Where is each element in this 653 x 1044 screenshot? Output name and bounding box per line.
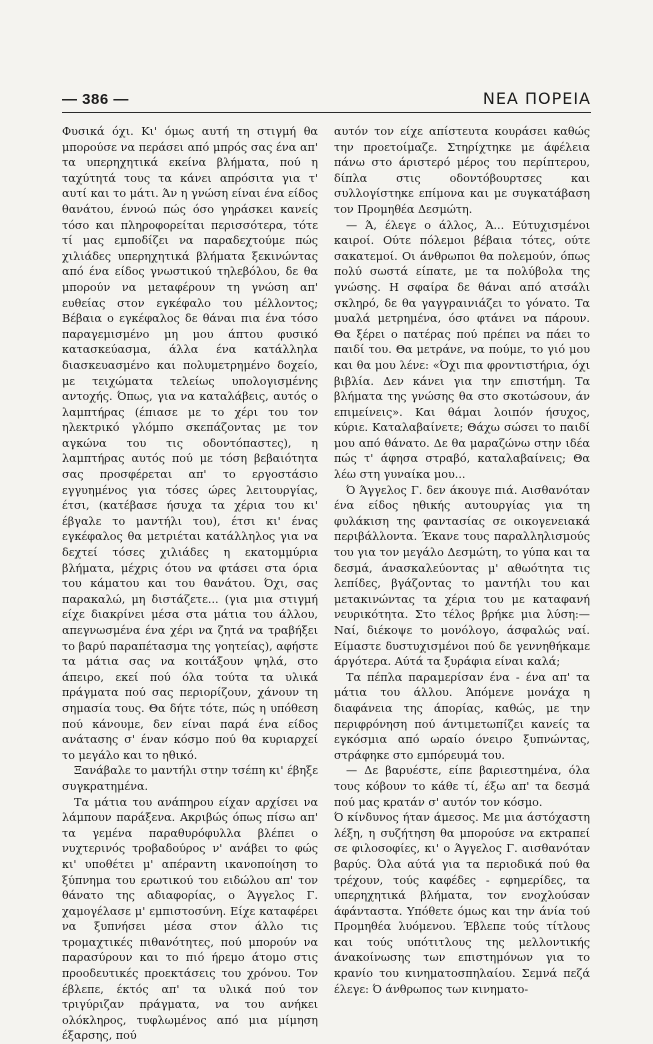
paragraph: Ό κίνδυνος ήταν άμεσος. Με μια άστόχαστη λέξη, η συζήτηση θα μπορούσε να εκτραπεί σε φιλοσοφίες, κι' ο Άγγελος Γ. αισθανόταν βαρύς. Όλα αύτά για τα περιοδικά πού θα τρέχουν, τούς καφέδες - εφημερίδες, τα υπερηχητικά βλήματα, τον ενοχλούσαν άφάνταστα. Υπόθετε όμως και την άνία τού Προμηθέα λυόμενου. Έβλεπε τούς τίτλους και τούς υπότιτλους της μελλοντικής άνακοίνωσης των επιστημόνων για το κρανίο του κινηματοσπηλαίου. Σεμνά πεζά έλεγε: Ό άνθρωπος των κινηματο-: [334, 811, 590, 996]
paragraph: αυτόν τον είχε απίστευτα κουράσει καθώς την προετοίμαζε. Στηρίχτηκε με άφέλεια πάνω στο άριστερό μέρος του περίπτερου, δίπλα στις οδοντόβουρτσες και συλλογίστηκε επίμονα και με συγκατάβαση τον Προμηθέα Δεσμώτη.: [334, 125, 590, 216]
paragraph: Φυσικά όχι. Κι' όμως αυτή τη στιγμή θα μπορούσε να περάσει από μπρός σας ένα απ' τα υπερηχητικά εκείνα βλήματα, πού η ταχύτητά τους τα κάνει απρόσιτα για τ' αυτί και το μάτι. Άν η γνώση είναι ένα είδος θανάτου, έννοώ πώς όσο γηράσκει κανείς τόσο και πληροφορείται περισσότερα, τότε τί μας εμποδίζει να παραδεχτούμε πώς χιλιάδες υπερηχητικά βλήματα ξεκινώντας από ένα είδος γνωστικού τηλεβόλου, δε θα μπορούν να μεταφέρουν τη γνώση απ' ευθείας στον εγκέφαλο του μέλλοντος; Βέβαια ο εγκέφαλος δε θάναι πια ένα τόσο παραγεμισμένο μη μου άπτου φυσικό κατασκεύασμα, άλλα ένα κατάλληλα διασκευασμένο και πολυμετρημένο δοχείο, με τειχώματα τελείως υπολογισμένης αντοχής. Όπως, για να καταλάβεις, αυτός ο λαμπτήρας (έπιασε με το χέρι του τον ηλεκτρικό γλόμπο σκεπάζοντας με τον αγκώνα του τις οδοντόπαστες), η λαμπτήρας αυτός πού με τόση βεβαιότητα σας προσφέρεται απ' το εργοστάσιο εγγυημένος για τόσες ώρες λειτουργίας, έτσι, (κατέβασε ήσυχα τα χέρια του κι' έβγαλε το μαντήλι του), έτσι κι' ένας εγκέφαλος θα μετριέται κατάλληλος για να δεχτεί τόσες χιλιάδες η εκατομμύρια βλήματα, μέχρις ότου να φτάσει στα όρια του κάματου και του θανάτου. Όχι, σας παρακαλώ, μη διστάζετε... (για μια στιγμή είχε διακρίνει μέσα στα μάτια του άλλου, απεγνωσμένα ένα χέρι να ζητά να τραβήξει το βαρύ παραπέτασμα της γοητείας), αφήστε τα μάτια σας να κοιτάξουν ψηλά, στο άπειρο, εκεί πού όλα τούτα τα υλικά πράγματα πού σας περιορίζουν, χάνουν τη σημασία τους. Θα δήτε τότε, πώς η υπόθεση πού κάνουμε, δεν είναι παρά ένα είδος ανάτασης σ' έναν κόσμο πού θα κυριαρχεί το μεγάλο και το ηθικό.: [62, 125, 318, 762]
paragraph: — Ά, έλεγε ο άλλος, Ά... Εύτυχισμένοι καιροί. Ούτε πόλεμοι βέβαια τότες, ούτε σακατεμοί. Οι άνθρωποι θα πολεμούν, όπως πολύ σωστά είπατε, με τα πολύβολα της γνώσης. Η σφαίρα δε θάναι από ατσάλι σκληρό, δε θα γαγγραινιάζει το γόνατο. Τα μυαλά μετρημένα, όσο φτάνει να πάρουν. Θα ξέρει ο πατέρας πού πρέπει να πάει το παιδί του. Θα μετράνε, να πούμε, το γιό μου και θα μου λένε: «Όχι πια φροντιστήρια, όχι βιβλία. Δεν κάνει για την επιστήμη. Τα βλήματα της γνώσης θα στο σκοτώσουν, άν επιμείνεις». Και θάμαι λοιπόν ήσυχος, κύριε. Καταλαβαίνετε; Θάχω σώσει το παιδί μου από θάνατο. Δε θα μαραζώνω στην ιδέα πώς τ' άφησα στραβό, καταλαβαίνεις; Θα λέω στη γυναίκα μου...: [334, 218, 590, 482]
page-number: — 386 —: [62, 91, 129, 108]
paragraph: Τα πέπλα παραμερίσαν ένα - ένα απ' τα μάτια του άλλου. Άπόμενε μονάχα η διαφάνεια της άπορίας, καθώς, με την περιφρόνηση πού άντιμετωπίζει κανείς τα εγκόσμια από ωραίο όνειρο ξυπνώντας, στράφηκε στο εμπόρευμά του.: [334, 670, 590, 762]
paragraph: Ό Άγγελος Γ. δεν άκουγε πιά. Αισθανόταν ένα είδος ηθικής αυτουργίας για τη φυλάκιση της φαντασίας σε οικογενειακά περιβάλλοντα. Έκανε τους παραλληλισμούς του για τον μεγάλο Δεσμώτη, το γύπα και τα δεσμά, άνασκαλεύοντας μ' αθωότητα τις λεπίδες, βγάζοντας το μαντήλι του και μετακινώντας τα χέρια του με καταφανή νευρικότητα. Στο τέλος βρήκε μια λύση:—Ναί, διέκοψε το μονόλογο, άσφαλώς ναί. Είμαστε δυστυχισμένοι πού δε γεννηθήκαμε άργότερα. Αύτά τα ξυράφια είναι καλά;: [334, 483, 591, 669]
text-columns: [62, 124, 591, 1043]
header-rule: [62, 112, 591, 113]
paragraph: Τα μάτια του ανάπηρου είχαν αρχίσει να λάμπουν παράξενα. Ακριβώς όπως πίσω απ' τα γεμένα παραθυρόφυλλα βλέπει ο νυχτερινός τροβαδούρος ν' ανάβει το φώς κι' υποθέτει μ' απέραντη ικανοποίηση το ξύπνημα του ερωτικού του ειδώλου απ' τον θάνατο της αδιαφορίας, ο Άγγελος Γ. χαμογέλασε μ' εμπιστοσύνη. Είχε καταφέρει να ξυπνήσει μέσα στον άλλο τις τρομαχτικές πιθανότητες, πού μπορούν να παρασύρουν και το πιό ήρεμο άτομο στις προοδευτικές προεκτάσεις του χρόνου. Τον έβλεπε, έκτός απ' τα υλικά πού τον τριγύριζαν πράγματα, να του ανήκει ολόκληρος, τυφλωμένος από μια μίμηση έξαρσης, πού: [62, 795, 318, 1043]
left-column: [62, 124, 318, 1043]
journal-title: ΝΕΑ ΠΟΡΕΙΑ: [482, 89, 591, 108]
right-column: [334, 124, 590, 1004]
paragraph: Ξανάβαλε το μαντήλι στην τσέπη κι' έβηξε συγκρατημένα.: [62, 764, 318, 793]
page-header: [62, 78, 591, 108]
paragraph: — Δε βαρυέστε, είπε βαριεστημένα, όλα τους κόβουν το κάθε τί, έξω απ' τα δεσμά πού μας κρατάν σ' αυτόν τον κόσμο.: [334, 764, 590, 809]
